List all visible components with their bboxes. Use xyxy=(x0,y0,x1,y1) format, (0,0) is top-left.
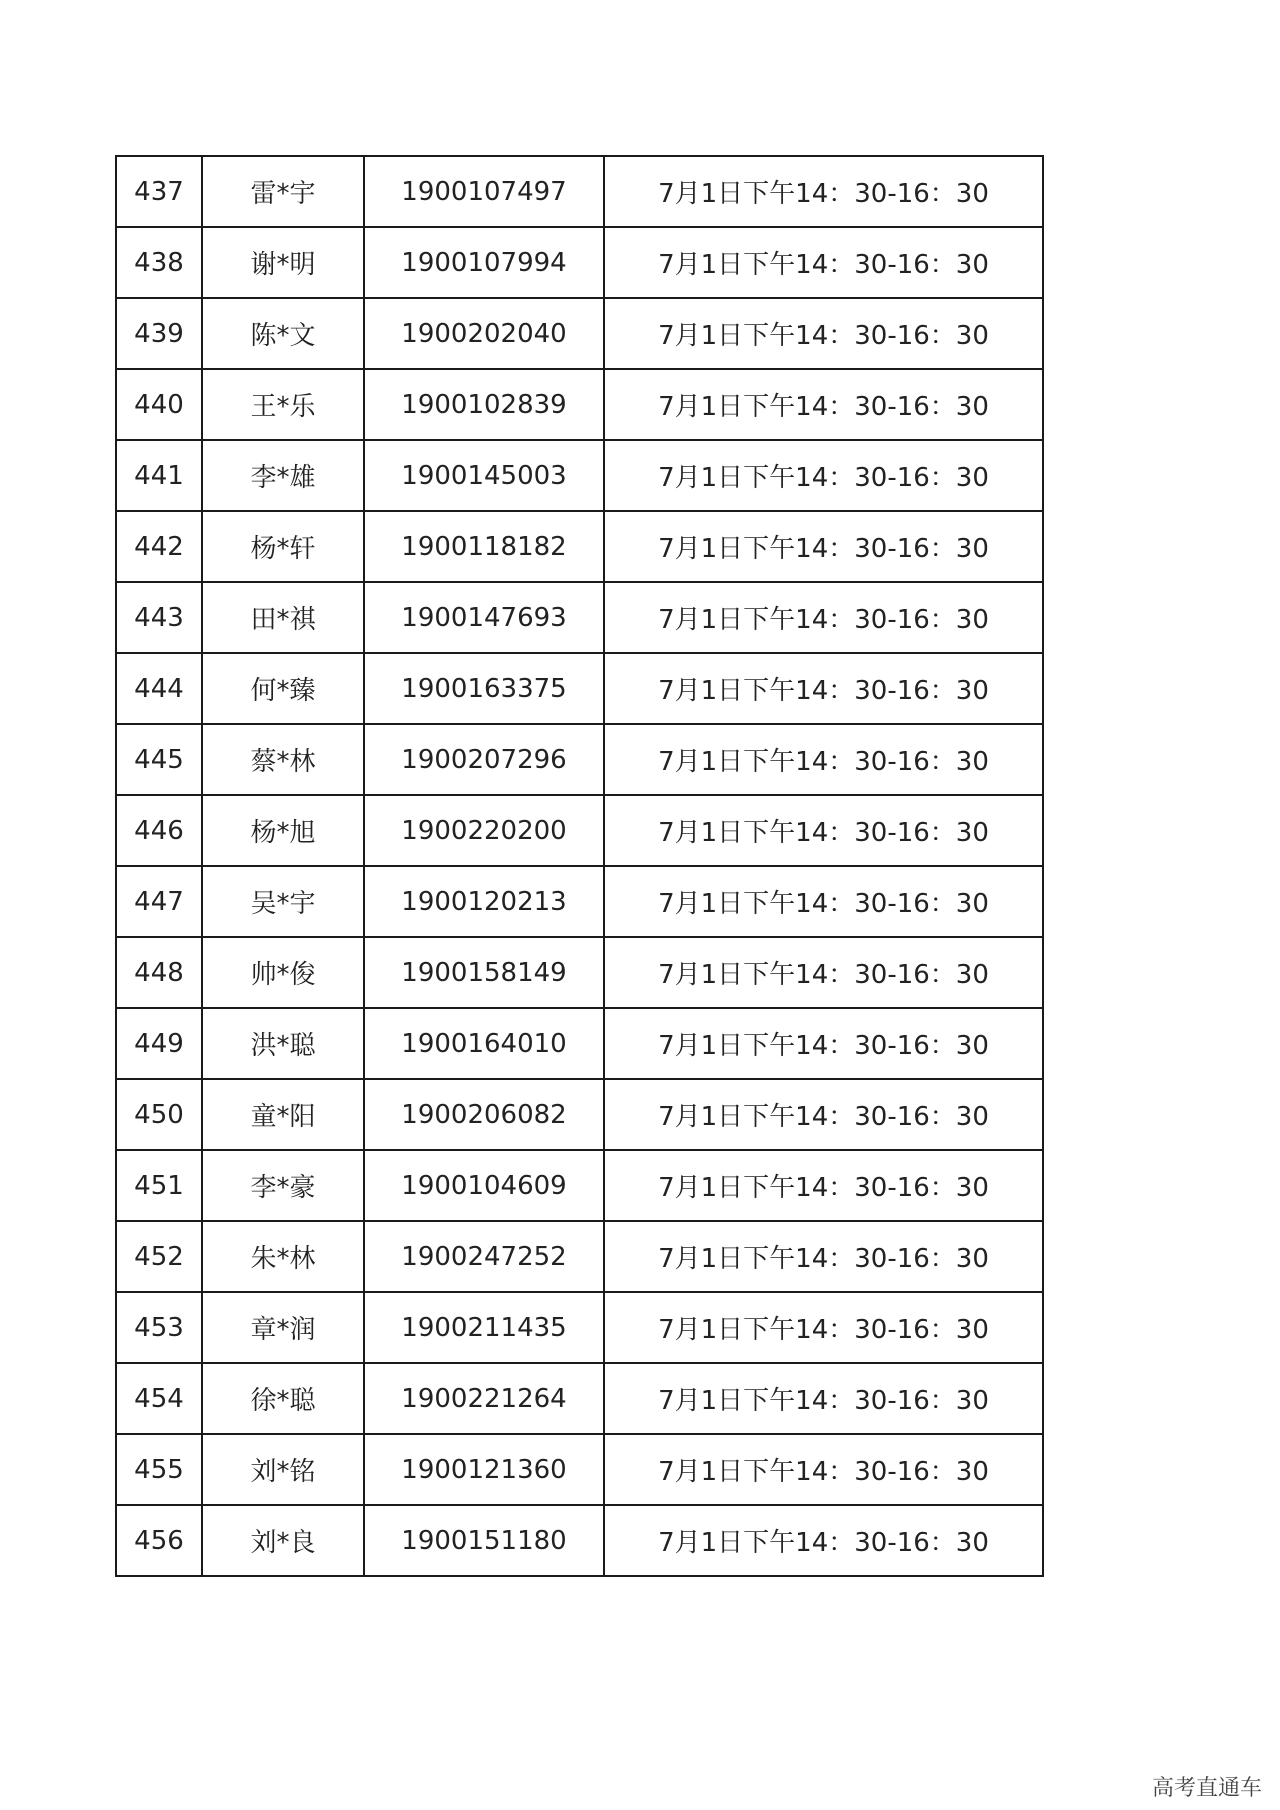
student-name-cell: 谢*明 xyxy=(202,227,364,298)
schedule-time-cell: 7月1日下午14：30-16：30 xyxy=(604,582,1043,653)
row-number-cell: 448 xyxy=(116,937,202,1008)
student-id-cell: 1900220200 xyxy=(364,795,604,866)
row-number-cell: 456 xyxy=(116,1505,202,1576)
student-name-cell: 徐*聪 xyxy=(202,1363,364,1434)
table-row xyxy=(116,1292,1043,1363)
row-number-cell: 449 xyxy=(116,1008,202,1079)
row-number-cell: 442 xyxy=(116,511,202,582)
roster-table xyxy=(115,155,1044,1577)
table-row xyxy=(116,1221,1043,1292)
student-name-cell: 帅*俊 xyxy=(202,937,364,1008)
row-number-cell: 450 xyxy=(116,1079,202,1150)
schedule-time-cell: 7月1日下午14：30-16：30 xyxy=(604,724,1043,795)
student-id-cell: 1900107994 xyxy=(364,227,604,298)
schedule-time-cell: 7月1日下午14：30-16：30 xyxy=(604,937,1043,1008)
schedule-time-cell: 7月1日下午14：30-16：30 xyxy=(604,440,1043,511)
student-name-cell: 刘*铭 xyxy=(202,1434,364,1505)
student-id-cell: 1900211435 xyxy=(364,1292,604,1363)
student-name-cell: 洪*聪 xyxy=(202,1008,364,1079)
student-id-cell: 1900206082 xyxy=(364,1079,604,1150)
student-id-cell: 1900247252 xyxy=(364,1221,604,1292)
table-row xyxy=(116,724,1043,795)
schedule-time-cell: 7月1日下午14：30-16：30 xyxy=(604,1505,1043,1576)
student-id-cell: 1900145003 xyxy=(364,440,604,511)
student-name-cell: 朱*林 xyxy=(202,1221,364,1292)
table-row xyxy=(116,937,1043,1008)
student-name-cell: 陈*文 xyxy=(202,298,364,369)
student-id-cell: 1900163375 xyxy=(364,653,604,724)
schedule-time-cell: 7月1日下午14：30-16：30 xyxy=(604,795,1043,866)
student-id-cell: 1900207296 xyxy=(364,724,604,795)
schedule-time-cell: 7月1日下午14：30-16：30 xyxy=(604,227,1043,298)
table-row xyxy=(116,1008,1043,1079)
row-number-cell: 441 xyxy=(116,440,202,511)
student-name-cell: 童*阳 xyxy=(202,1079,364,1150)
student-id-cell: 1900120213 xyxy=(364,866,604,937)
row-number-cell: 440 xyxy=(116,369,202,440)
student-name-cell: 王*乐 xyxy=(202,369,364,440)
table-row xyxy=(116,369,1043,440)
student-name-cell: 章*润 xyxy=(202,1292,364,1363)
schedule-time-cell: 7月1日下午14：30-16：30 xyxy=(604,653,1043,724)
table-row xyxy=(116,1363,1043,1434)
schedule-time-cell: 7月1日下午14：30-16：30 xyxy=(604,156,1043,227)
table-row xyxy=(116,866,1043,937)
student-id-cell: 1900221264 xyxy=(364,1363,604,1434)
table-row xyxy=(116,440,1043,511)
row-number-cell: 453 xyxy=(116,1292,202,1363)
schedule-time-cell: 7月1日下午14：30-16：30 xyxy=(604,511,1043,582)
student-name-cell: 李*豪 xyxy=(202,1150,364,1221)
schedule-time-cell: 7月1日下午14：30-16：30 xyxy=(604,866,1043,937)
student-name-cell: 雷*宇 xyxy=(202,156,364,227)
student-name-cell: 杨*轩 xyxy=(202,511,364,582)
table-row xyxy=(116,795,1043,866)
table-row xyxy=(116,1505,1043,1576)
watermark-text: 高考直通车 xyxy=(1151,1776,1262,1801)
schedule-time-cell: 7月1日下午14：30-16：30 xyxy=(604,1221,1043,1292)
row-number-cell: 451 xyxy=(116,1150,202,1221)
student-name-cell: 杨*旭 xyxy=(202,795,364,866)
table-row xyxy=(116,298,1043,369)
student-name-cell: 蔡*林 xyxy=(202,724,364,795)
student-id-cell: 1900202040 xyxy=(364,298,604,369)
student-id-cell: 1900102839 xyxy=(364,369,604,440)
student-id-cell: 1900158149 xyxy=(364,937,604,1008)
schedule-time-cell: 7月1日下午14：30-16：30 xyxy=(604,1434,1043,1505)
student-id-cell: 1900104609 xyxy=(364,1150,604,1221)
row-number-cell: 438 xyxy=(116,227,202,298)
student-id-cell: 1900147693 xyxy=(364,582,604,653)
student-id-cell: 1900121360 xyxy=(364,1434,604,1505)
table-row xyxy=(116,156,1043,227)
table-row xyxy=(116,653,1043,724)
table-row xyxy=(116,1434,1043,1505)
student-name-cell: 李*雄 xyxy=(202,440,364,511)
schedule-time-cell: 7月1日下午14：30-16：30 xyxy=(604,1079,1043,1150)
student-name-cell: 何*臻 xyxy=(202,653,364,724)
student-id-cell: 1900118182 xyxy=(364,511,604,582)
student-id-cell: 1900151180 xyxy=(364,1505,604,1576)
row-number-cell: 437 xyxy=(116,156,202,227)
schedule-time-cell: 7月1日下午14：30-16：30 xyxy=(604,298,1043,369)
student-id-cell: 1900107497 xyxy=(364,156,604,227)
student-name-cell: 吴*宇 xyxy=(202,866,364,937)
table-row xyxy=(116,582,1043,653)
row-number-cell: 445 xyxy=(116,724,202,795)
row-number-cell: 446 xyxy=(116,795,202,866)
schedule-time-cell: 7月1日下午14：30-16：30 xyxy=(604,1150,1043,1221)
row-number-cell: 447 xyxy=(116,866,202,937)
table-row xyxy=(116,511,1043,582)
schedule-time-cell: 7月1日下午14：30-16：30 xyxy=(604,369,1043,440)
table-row xyxy=(116,1150,1043,1221)
row-number-cell: 444 xyxy=(116,653,202,724)
student-name-cell: 田*祺 xyxy=(202,582,364,653)
row-number-cell: 443 xyxy=(116,582,202,653)
student-name-cell: 刘*良 xyxy=(202,1505,364,1576)
row-number-cell: 455 xyxy=(116,1434,202,1505)
row-number-cell: 454 xyxy=(116,1363,202,1434)
row-number-cell: 439 xyxy=(116,298,202,369)
table-row xyxy=(116,227,1043,298)
roster-table-body xyxy=(116,156,1043,1576)
student-id-cell: 1900164010 xyxy=(364,1008,604,1079)
schedule-time-cell: 7月1日下午14：30-16：30 xyxy=(604,1363,1043,1434)
schedule-time-cell: 7月1日下午14：30-16：30 xyxy=(604,1008,1043,1079)
table-row xyxy=(116,1079,1043,1150)
row-number-cell: 452 xyxy=(116,1221,202,1292)
schedule-time-cell: 7月1日下午14：30-16：30 xyxy=(604,1292,1043,1363)
